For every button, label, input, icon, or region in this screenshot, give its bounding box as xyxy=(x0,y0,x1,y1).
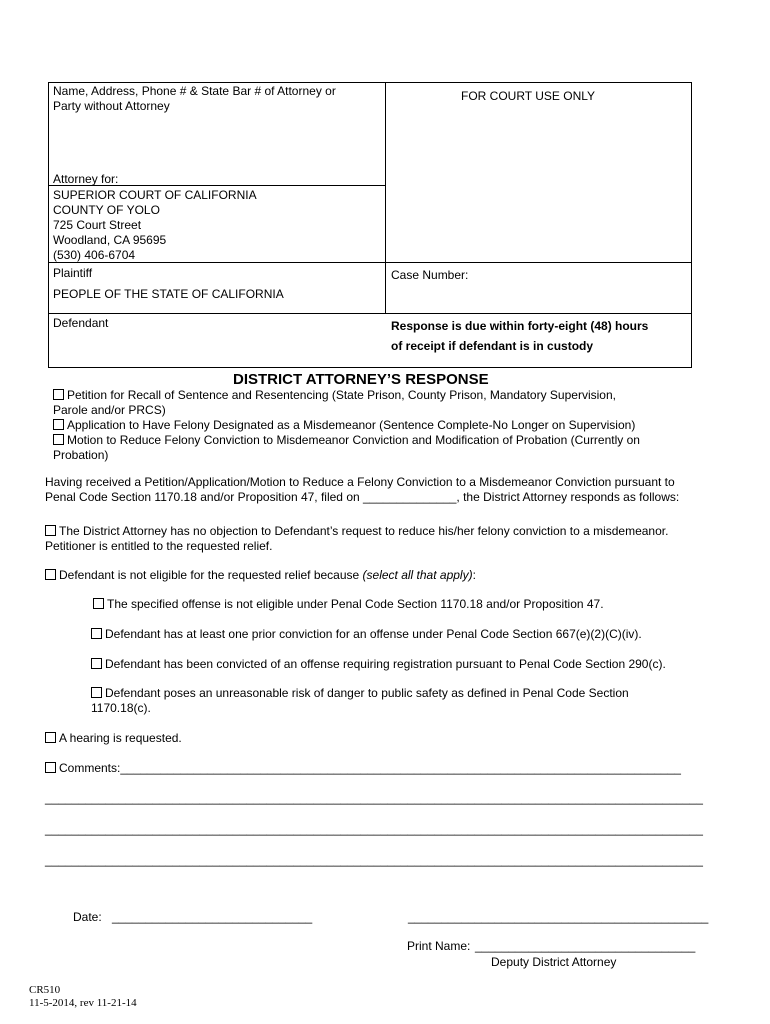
reason-safety-checkbox[interactable] xyxy=(91,687,102,698)
petition-recall-checkbox[interactable] xyxy=(53,389,64,400)
form-revision: 11-5-2014, rev 11-21-14 xyxy=(29,997,137,1009)
signature-line[interactable]: _____________________________________________ xyxy=(408,910,709,924)
reason-registration: Defendant has been convicted of an offense requiring registration pursuant to Penal Code Section 290(c). xyxy=(91,657,666,672)
reason-registration-checkbox[interactable] xyxy=(91,658,102,669)
deputy-title: Deputy District Attorney xyxy=(491,955,617,969)
plaintiff-value: PEOPLE OF THE STATE OF CALIFORNIA xyxy=(53,287,284,301)
comments-option: Comments:____________________________________________________________________________________ xyxy=(45,761,681,776)
no-objection-option: The District Attorney has no objection to Defendant’s request to reduce his/her felony conviction to a misdemeanor. Petitioner is entitled to the requested relief. xyxy=(45,524,669,553)
caption-rule-defendant xyxy=(48,313,692,314)
court-name: SUPERIOR COURT OF CALIFORNIA xyxy=(53,188,257,202)
defendant-label: Defendant xyxy=(53,316,109,330)
reason-public-safety: Defendant poses an unreasonable risk of danger to public safety as defined in Penal Code Section 1170.18(c). xyxy=(91,686,629,715)
form-id: CR510 xyxy=(29,984,61,996)
hearing-checkbox[interactable] xyxy=(45,732,56,743)
plaintiff-label: Plaintiff xyxy=(53,266,93,280)
attorney-label: Name, Address, Phone # & State Bar # of Attorney or Party without Attorney xyxy=(53,84,336,113)
reason-prior-checkbox[interactable] xyxy=(91,628,102,639)
hearing-option: A hearing is requested. xyxy=(45,731,182,746)
comments-checkbox[interactable] xyxy=(45,762,56,773)
comments-line[interactable]: __________________________________________________________________________________________________ xyxy=(45,791,703,805)
intro-paragraph: Having received a Petition/Application/Motion to Reduce a Felony Conviction to a Misdemeanor Conviction pursuant to Penal Code Section 1170.18 and/or Proposition 47, filed on ______________, the District Attorney responds as follows: xyxy=(45,475,680,504)
not-eligible-option: Defendant is not eligible for the requested relief because (select all that apply): xyxy=(45,568,476,583)
court-street: 725 Court Street xyxy=(53,218,142,232)
petition-option-application: Application to Have Felony Designated as a Misdemeanor (Sentence Complete-No Longer on Supervision) xyxy=(53,418,635,433)
case-number-field[interactable] xyxy=(472,266,686,284)
no-objection-checkbox[interactable] xyxy=(45,525,56,536)
response-due-notice: Response is due within forty-eight (48) hours of receipt if defendant is in custody xyxy=(391,319,649,353)
petition-motion-checkbox[interactable] xyxy=(53,434,64,445)
court-county: COUNTY OF YOLO xyxy=(53,203,160,217)
case-number-label: Case Number: xyxy=(391,268,469,282)
date-field[interactable]: ______________________________ xyxy=(112,910,313,924)
court-address xyxy=(53,188,257,263)
print-name-field[interactable]: _________________________________ xyxy=(475,939,696,953)
comments-line[interactable]: __________________________________________________________________________________________________ xyxy=(45,822,703,836)
caption-divider xyxy=(385,82,386,314)
not-eligible-checkbox[interactable] xyxy=(45,569,56,580)
comments-line[interactable]: ____________________________________________________________________________________ xyxy=(120,761,681,775)
court-use-label: FOR COURT USE ONLY xyxy=(461,89,596,103)
print-name-label: Print Name: xyxy=(407,939,471,953)
reason-ineligible-offense: The specified offense is not eligible under Penal Code Section 1170.18 and/or Proposition 47. xyxy=(93,597,604,612)
reason-offense-checkbox[interactable] xyxy=(93,598,104,609)
reason-prior-conviction: Defendant has at least one prior conviction for an offense under Penal Code Section 667(e)(2)(C)(iv). xyxy=(91,627,642,642)
court-phone: (530) 406-6704 xyxy=(53,248,136,262)
petition-option-recall: Petition for Recall of Sentence and Resentencing (State Prison, County Prison, Mandatory Supervision, Parole and/or PRCS) xyxy=(53,388,616,417)
date-label: Date: xyxy=(73,910,102,924)
petition-application-checkbox[interactable] xyxy=(53,419,64,430)
form-title: DISTRICT ATTORNEY’S RESPONSE xyxy=(233,371,489,388)
petition-option-motion: Motion to Reduce Felony Conviction to Misdemeanor Conviction and Modification of Probation (Currently on Probation) xyxy=(53,433,640,462)
attorney-for-label: Attorney for: xyxy=(53,172,119,186)
court-city: Woodland, CA 95695 xyxy=(53,233,167,247)
comments-line[interactable]: __________________________________________________________________________________________________ xyxy=(45,853,703,867)
